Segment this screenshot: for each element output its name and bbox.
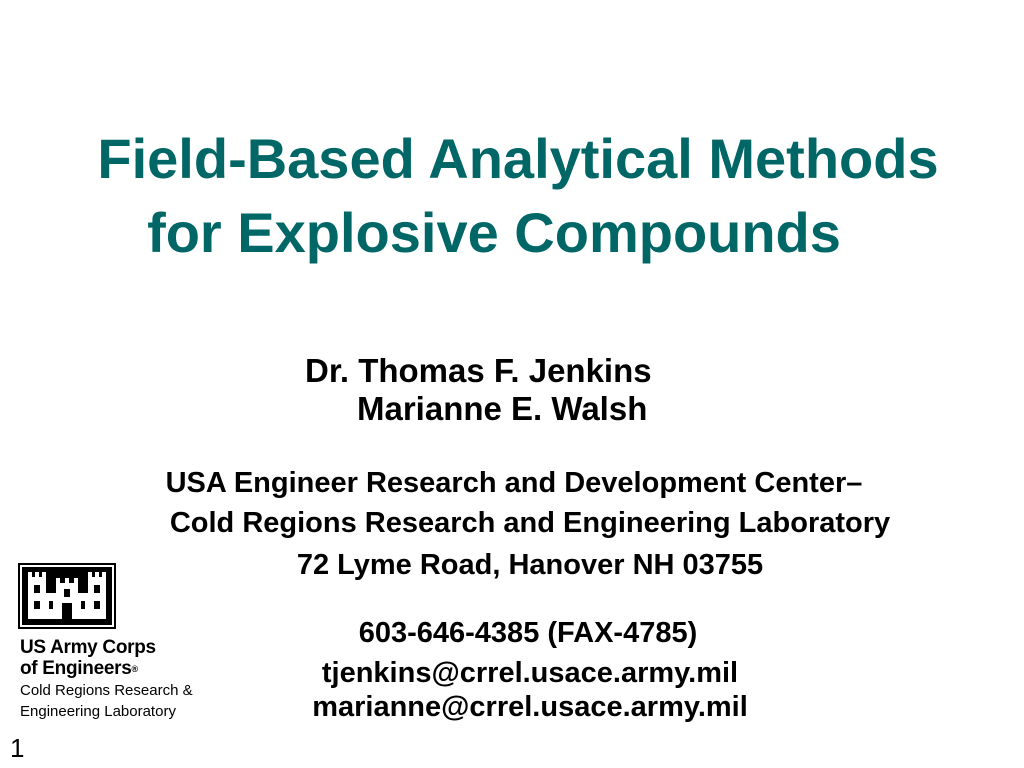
logo-line-2: [20, 658, 138, 680]
usace-logo: [18, 563, 228, 728]
logo-line-2-text: of Engineers: [20, 658, 132, 679]
title-line-2: for Explosive Compounds: [147, 201, 841, 264]
organization-line-2: Cold Regions Research and Engineering Laboratory: [169, 507, 891, 539]
logo-line-4: Engineering Laboratory: [20, 703, 176, 720]
page-number: 1: [10, 733, 25, 763]
logo-line-1: US Army Corps: [20, 637, 156, 658]
castle-icon: [18, 563, 116, 629]
title-line-1: Field-Based Analytical Methods: [97, 127, 939, 190]
logo-line-3: Cold Regions Research &: [20, 682, 193, 699]
organization-line-1: USA Engineer Research and Development Center–: [165, 467, 863, 499]
author-name-1: Dr. Thomas F. Jenkins: [305, 352, 652, 389]
email-jenkins: tjenkins@crrel.usace.army.mil: [321, 657, 739, 689]
registered-mark: ®: [131, 664, 138, 674]
email-walsh: marianne@crrel.usace.army.mil: [312, 691, 748, 723]
author-name-2: Marianne E. Walsh: [357, 390, 648, 427]
address: 72 Lyme Road, Hanover NH 03755: [296, 549, 764, 581]
phone-number: 603-646-4385 (FAX-4785): [358, 617, 698, 649]
